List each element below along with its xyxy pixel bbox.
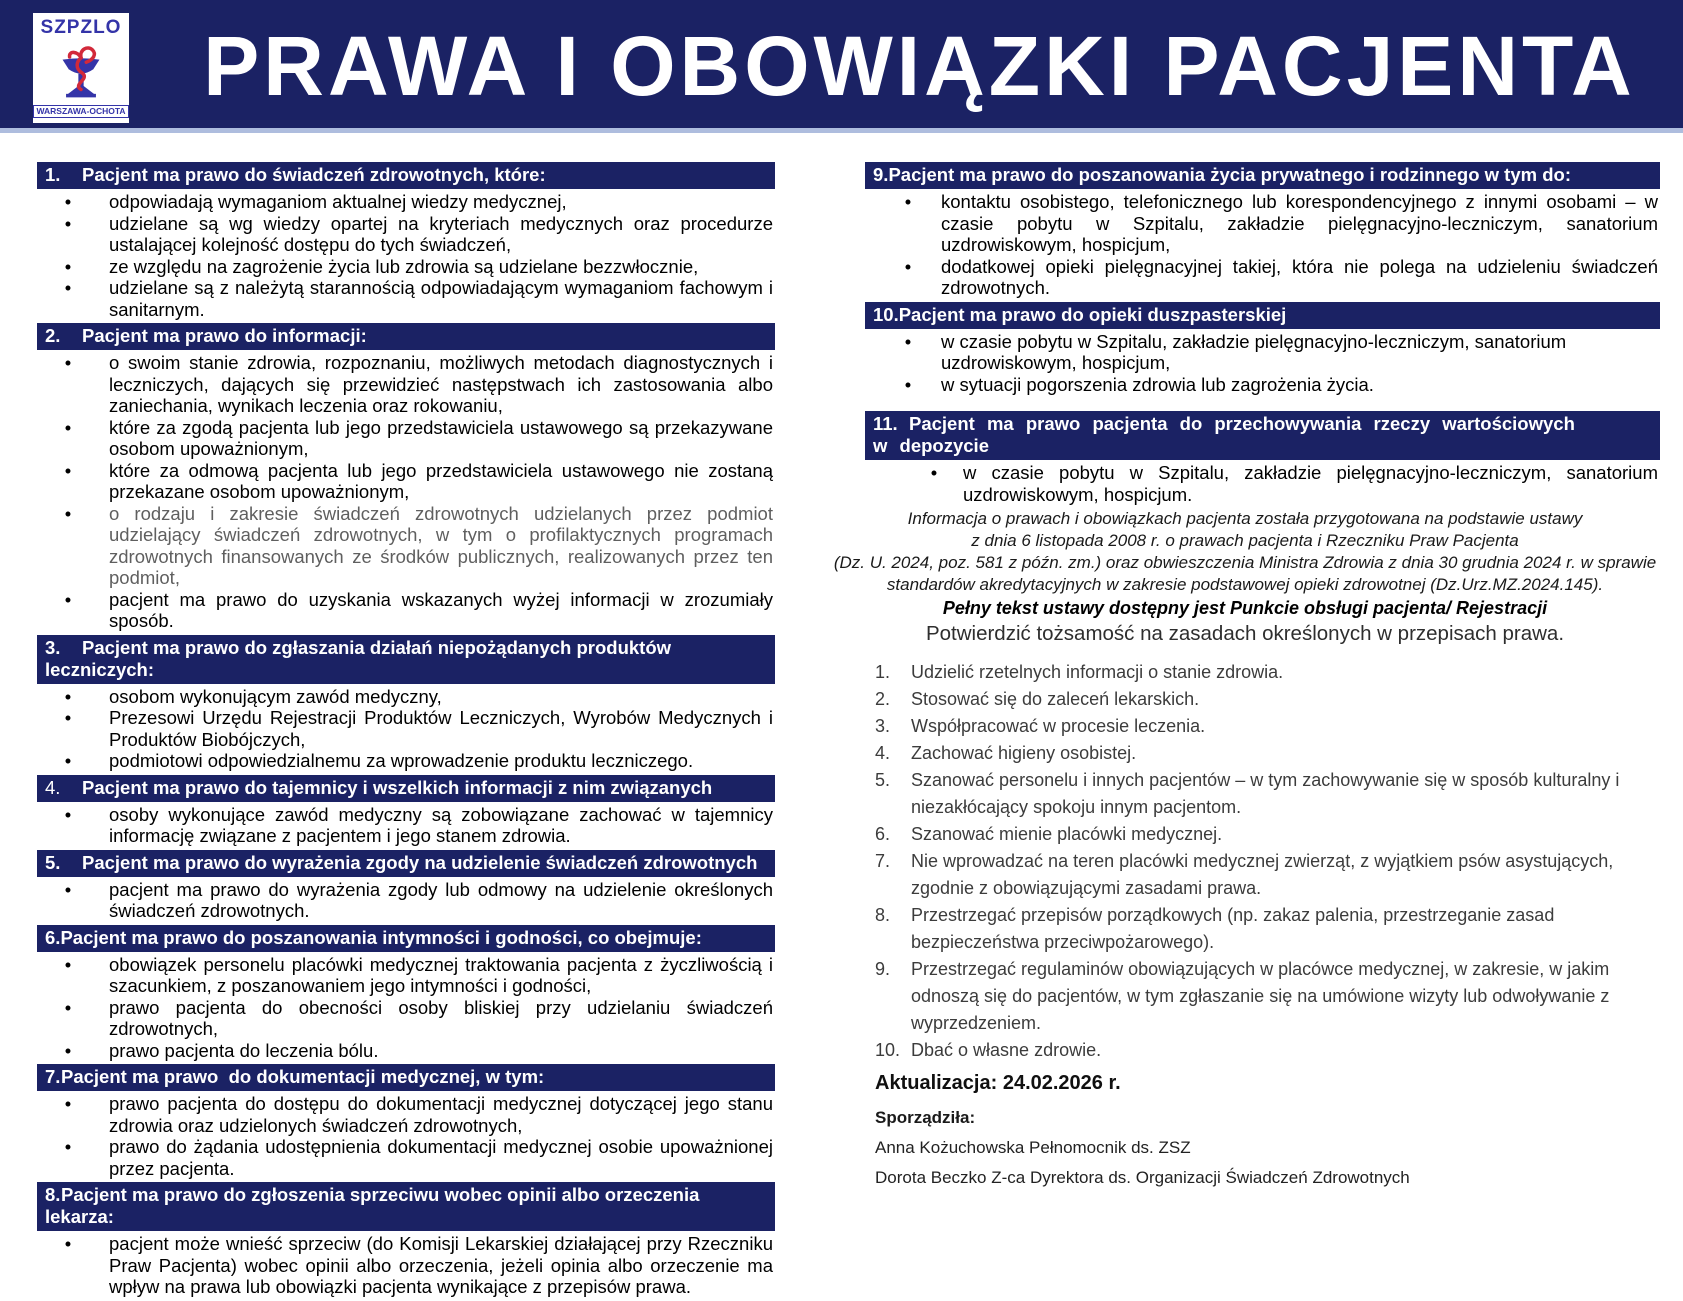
section-heading-bar — [37, 925, 775, 952]
obligation-item — [865, 902, 1660, 956]
bullet-list — [37, 686, 775, 772]
bullet-icon: • — [64, 255, 72, 277]
bullet-text: udzielane są z należytą starannością odpowiadającym wymaganiom fachowym i sanitarnym. — [109, 277, 773, 320]
section-title: Pacjent ma prawo do zgłaszania działań niepożądanych produktów leczniczych: — [45, 636, 677, 680]
header-banner — [0, 0, 1683, 133]
legal-note-line: Informacja o prawach i obowiązkach pacjenta została przygotowana na podstawie ustawy — [907, 509, 1583, 528]
obligation-text: Współpracować w procesie leczenia. — [911, 716, 1206, 736]
bullet-item — [865, 191, 1660, 256]
bullet-icon: • — [64, 1039, 72, 1061]
bullet-text: które za zgodą pacjenta lub jego przedstawiciela ustawowego są przekazywane osobom upoważnionym, — [109, 416, 773, 459]
bullet-item — [37, 997, 775, 1040]
author-line-1: Anna Kożuchowska Pełnomocnik ds. ZSZ — [875, 1138, 1191, 1157]
bullet-icon: • — [64, 803, 72, 825]
bullet-list — [865, 331, 1660, 396]
section-title: Pacjent ma prawo do świadczeń zdrowotnych, które: — [82, 164, 546, 185]
bullet-icon: • — [64, 191, 72, 212]
bullet-text: odpowiadają wymaganiom aktualnej wiedzy medycznej, — [109, 191, 567, 212]
section-number: 7. — [45, 1066, 61, 1087]
bullet-icon: • — [64, 953, 72, 975]
bullet-text: w sytuacji pogorszenia zdrowia lub zagrożenia życia. — [941, 373, 1374, 395]
bullet-item — [37, 1233, 775, 1298]
obligation-text: Udzielić rzetelnych informacji o stanie zdrowia. — [911, 662, 1284, 682]
section-number: 3. — [45, 636, 61, 658]
bullet-text: osobom wykonującym zawód medyczny, — [109, 685, 442, 707]
hygieia-bowl-icon — [54, 42, 108, 100]
obligation-number: 9. — [875, 959, 891, 979]
bullet-icon: • — [64, 1093, 72, 1114]
legal-note-line: standardów akredytacyjnych w zakresie podstawowej opieki zdrowotnej (Dz.Urz.MZ.2024.145). — [886, 575, 1604, 594]
section-number: 2. — [45, 325, 61, 346]
section-number: 4. — [45, 776, 61, 798]
section-number: 5. — [45, 851, 61, 873]
bullet-icon: • — [64, 416, 72, 438]
section-number: 10. — [873, 303, 899, 325]
obligation-text: Dbać o własne zdrowie. — [911, 1040, 1102, 1060]
obligation-number: 10. — [875, 1040, 901, 1060]
bullet-item — [37, 1040, 775, 1062]
bullet-icon: • — [64, 707, 72, 728]
obligation-text: Przestrzegać regulaminów obowiązujących w placówce medycznej, w zakresie, w jakim odnoszą się do pacjentów, w tym zgłaszanie się na umówione wizyty lub odwoływanie z wyprzedzeniem. — [911, 959, 1610, 1033]
bullet-text: obowiązek personelu placówki medycznej traktowania pacjenta z życzliwością i szacunkiem, z poszanowaniem jego intymności i godności, — [109, 953, 773, 996]
section-heading-bar — [865, 411, 1660, 460]
bullet-icon: • — [64, 685, 72, 707]
bullet-item — [37, 213, 775, 256]
section-title: Pacjent ma prawo do wyrażenia zgody na udzielenie świadczeń zdrowotnych — [82, 851, 758, 873]
obligation-number: 1. — [875, 662, 891, 682]
section-heading-bar — [37, 1064, 775, 1091]
obligation-number: 2. — [875, 689, 891, 709]
bullet-icon: • — [64, 996, 72, 1018]
bullet-list — [865, 462, 1660, 505]
logo-org-name: SZPZLO — [40, 17, 122, 38]
logo-district-name: WARSZAWA-OCHOTA — [33, 105, 128, 118]
bullet-item — [37, 352, 775, 417]
bullet-item — [865, 374, 1660, 396]
bullet-list — [37, 352, 775, 632]
bullet-text: które za odmową pacjenta lub jego przedstawiciela ustawowego nie zostaną przekazane osobom upoważnionym, — [109, 459, 773, 502]
bullet-icon: • — [930, 462, 938, 483]
bullet-list — [865, 191, 1660, 299]
section-heading-bar — [37, 850, 775, 877]
bullet-text: o swoim stanie zdrowia, rozpoznaniu, możliwych metodach diagnostycznych i leczniczych, dających się przewidzieć następstwach ich zastosowania albo zaniechania, wynikach leczenia oraz rokowaniu, — [109, 352, 773, 416]
bullet-icon: • — [64, 212, 72, 234]
obligation-item — [865, 956, 1660, 1037]
section-heading-bar — [865, 302, 1660, 329]
bullet-item — [37, 1093, 775, 1136]
bullet-item — [37, 277, 775, 320]
obligation-item — [865, 821, 1660, 848]
page-title: PRAWA I OBOWIĄZKI PACJENTA — [203, 19, 1636, 113]
section-heading-bar — [37, 1182, 775, 1231]
bullet-icon: • — [64, 502, 72, 524]
bullet-text: prawo pacjenta do dostępu do dokumentacji medycznej dotyczącej jego stanu zdrowia oraz udzielonych świadczeń zdrowotnych, — [109, 1093, 773, 1136]
bullet-icon: • — [64, 1233, 72, 1254]
section-title: Pacjent ma prawo do opieki duszpasterskiej — [898, 303, 1287, 325]
section-title: Pacjent ma prawo do tajemnicy i wszelkich informacji z nim związanych — [82, 776, 713, 798]
obligation-item — [865, 740, 1660, 767]
patient-rights-column-right — [833, 159, 1660, 1188]
bullet-icon: • — [64, 878, 72, 900]
bullet-text: w czasie pobytu w Szpitalu, zakładzie pielęgnacyjno-leczniczym, sanatorium uzdrowiskowym, hospicjum, — [941, 330, 1567, 373]
legal-note-line: (Dz. U. 2024, poz. 581 z późn. zm.) oraz obwieszczenia Ministra Zdrowia z dnia 30 grudnia 2024 r. w sprawie — [833, 553, 1657, 572]
bullet-text: udzielane są wg wiedzy opartej na kryteriach medycznych oraz procedurze ustalającej kolejność dostępu do tych świadczeń, — [109, 212, 773, 255]
bullet-icon: • — [64, 1136, 72, 1157]
obligation-text: Przestrzegać przepisów porządkowych (np. zakaz palenia, przestrzeganie zasad bezpieczeństwa przeciwpożarowego). — [911, 905, 1555, 952]
bullet-icon: • — [904, 330, 912, 352]
obligation-text: Nie wprowadzać na teren placówki medycznej zwierząt, z wyjątkiem psów asystujących, zgodnie z obowiązującymi zasadami prawa. — [911, 851, 1614, 898]
bullet-text: prawo pacjenta do leczenia bólu. — [109, 1039, 379, 1061]
bullet-item — [37, 503, 775, 589]
bullet-text: podmiotowi odpowiedzialnemu za wprowadzenie produktu leczniczego. — [109, 750, 694, 771]
bullet-text: ze względu na zagrożenie życia lub zdrowia są udzielane bezzwłocznie, — [109, 255, 699, 277]
bullet-list — [37, 804, 775, 847]
bullet-item — [37, 460, 775, 503]
bullet-icon: • — [64, 588, 72, 610]
section-number: 11. — [873, 413, 898, 434]
bullet-icon: • — [904, 191, 912, 212]
bullet-text: osoby wykonujące zawód medyczny są zobowiązane zachować w tajemnicy informację związane z pacjentem i jego stanem zdrowia. — [109, 803, 773, 846]
bullet-text: w czasie pobytu w Szpitalu, zakładzie pielęgnacyjno-leczniczym, sanatorium uzdrowiskowym, hospicjum. — [963, 462, 1658, 505]
patient-obligations-list — [865, 659, 1660, 1064]
section-heading-bar — [865, 162, 1660, 189]
bullet-icon: • — [64, 352, 72, 373]
identity-confirmation-line: Potwierdzić tożsamość na zasadach określonych w przepisach prawa. — [925, 622, 1565, 645]
section-number: 6. — [45, 926, 61, 948]
obligation-item — [865, 659, 1660, 686]
section-title: Pacjent ma prawo pacjenta do przechowywania rzeczy wartościowych — [909, 413, 1575, 434]
bullet-item — [865, 462, 1660, 505]
bullet-item — [37, 256, 775, 278]
bullet-item — [865, 331, 1660, 374]
bullet-icon: • — [64, 750, 72, 771]
bullet-item — [37, 686, 775, 708]
legal-note-line: z dnia 6 listopada 2008 r. o prawach pacjenta i Rzeczniku Praw Pacjenta — [971, 531, 1519, 550]
obligation-number: 4. — [875, 743, 891, 763]
bullet-item — [37, 707, 775, 750]
bullet-text: dodatkowej opieki pielęgnacyjnej takiej, która nie polega na udzieleniu świadczeń zdrowotnych. — [941, 255, 1658, 298]
obligation-text: Stosować się do zaleceń lekarskich. — [911, 689, 1200, 709]
bullet-item — [37, 804, 775, 847]
section-number: 1. — [45, 164, 61, 185]
bullet-item — [37, 954, 775, 997]
bullet-item — [37, 589, 775, 632]
bullet-item — [37, 191, 775, 213]
bullet-list — [37, 1093, 775, 1179]
obligation-item — [865, 686, 1660, 713]
bullet-list — [37, 1233, 775, 1298]
obligation-number: 8. — [875, 905, 891, 925]
section-heading-bar — [37, 162, 775, 189]
bullet-list — [37, 954, 775, 1062]
update-date-line: Aktualizacja: 24.02.2026 r. — [875, 1072, 1121, 1094]
obligation-text: Szanować mienie placówki medycznej. — [911, 824, 1223, 844]
section-title: Pacjent ma prawo do poszanowania intymności i godności, co obejmuje: — [60, 926, 702, 948]
section-number: 8. — [45, 1184, 61, 1205]
bullet-text: pacjent może wnieść sprzeciw (do Komisji Lekarskiej działającej przy Rzeczniku Praw Pacjenta) wobec opinii albo orzeczenia, jeżeli opinia albo orzeczenie ma wpływ na prawa lub obowiązki pacjenta wynikające z przepisów prawa. — [109, 1233, 773, 1297]
section-heading-bar — [37, 635, 775, 684]
bullet-item — [37, 417, 775, 460]
content-columns — [0, 133, 1683, 1301]
bullet-item — [865, 256, 1660, 299]
bullet-text: o rodzaju i zakresie świadczeń zdrowotnych udzielanych przez podmiot udzielający świadczeń zdrowotnych, w tym o profilaktycznych programach zdrowotnych finansowanych ze środków publicznych, realizowanych przez ten podmiot, — [109, 502, 773, 588]
bullet-text: prawo do żądania udostępnienia dokumentacji medycznej osobie upoważnionej przez pacjenta. — [109, 1136, 773, 1179]
bullet-text: pacjent ma prawo do wyrażenia zgody lub odmowy na udzielenie określonych świadczeń zdrowotnych. — [109, 878, 773, 921]
full-text-availability-line: Pełny tekst ustawy dostępny jest Punkcie obsługi pacjenta/ Rejestracji — [942, 598, 1548, 618]
obligation-text: Zachować higieny osobistej. — [911, 743, 1137, 763]
bullet-icon: • — [64, 277, 72, 298]
author-line-2: Dorota Beczko Z-ca Dyrektora ds. Organizacji Świadczeń Zdrowotnych — [875, 1168, 1410, 1187]
obligation-number: 7. — [875, 851, 891, 871]
bullet-icon: • — [904, 255, 912, 277]
section-title: Pacjent ma prawo do poszanowania życia prywatnego i rodzinnego w tym do: — [888, 164, 1571, 185]
section-title: Pacjent ma prawo do dokumentacji medycznej, w tym: — [61, 1066, 545, 1087]
bullet-icon: • — [64, 459, 72, 481]
section-number: 9. — [873, 164, 889, 185]
prepared-by-label: Sporządziła: — [875, 1108, 976, 1127]
obligation-number: 5. — [875, 770, 891, 790]
obligation-item — [865, 767, 1660, 821]
hospital-logo — [33, 13, 129, 123]
obligation-number: 3. — [875, 716, 891, 736]
obligation-item — [865, 1037, 1660, 1064]
bullet-list — [37, 191, 775, 320]
bullet-icon: • — [904, 373, 912, 395]
section-heading-bar — [37, 323, 775, 350]
bullet-text: Prezesowi Urzędu Rejestracji Produktów Leczniczych, Wyrobów Medycznych i Produktów Biobójczych, — [109, 707, 773, 750]
patient-rights-column-left — [37, 159, 775, 1301]
bullet-item — [37, 1136, 775, 1179]
bullet-item — [37, 750, 775, 772]
bullet-text: kontaktu osobistego, telefonicznego lub korespondencyjnego z innymi osobami – w czasie pobytu w Szpitalu, zakładzie pielęgnacyjno-leczniczym, sanatorium uzdrowiskowym, hospicjum, — [941, 191, 1658, 255]
section-title-line2: w depozycie — [873, 435, 989, 456]
bullet-text: pacjent ma prawo do uzyskania wskazanych wyżej informacji w zrozumiały sposób. — [109, 588, 773, 631]
right-sections — [865, 162, 1660, 505]
obligation-number: 6. — [875, 824, 891, 844]
bullet-item — [37, 879, 775, 922]
legal-basis-note — [805, 508, 1683, 620]
section-heading-bar — [37, 775, 775, 802]
section-title: Pacjent ma prawo do zgłoszenia sprzeciwu wobec opinii albo orzeczenia lekarza: — [45, 1184, 705, 1227]
bullet-text: prawo pacjenta do obecności osoby bliskiej przy udzielaniu świadczeń zdrowotnych, — [109, 996, 773, 1039]
section-title: Pacjent ma prawo do informacji: — [82, 325, 367, 346]
obligation-item — [865, 848, 1660, 902]
obligation-text: Szanować personelu i innych pacjentów – w tym zachowywanie się w sposób kulturalny i niezakłócający spokoju innym pacjentom. — [911, 770, 1620, 817]
bullet-list — [37, 879, 775, 922]
obligation-item — [865, 713, 1660, 740]
